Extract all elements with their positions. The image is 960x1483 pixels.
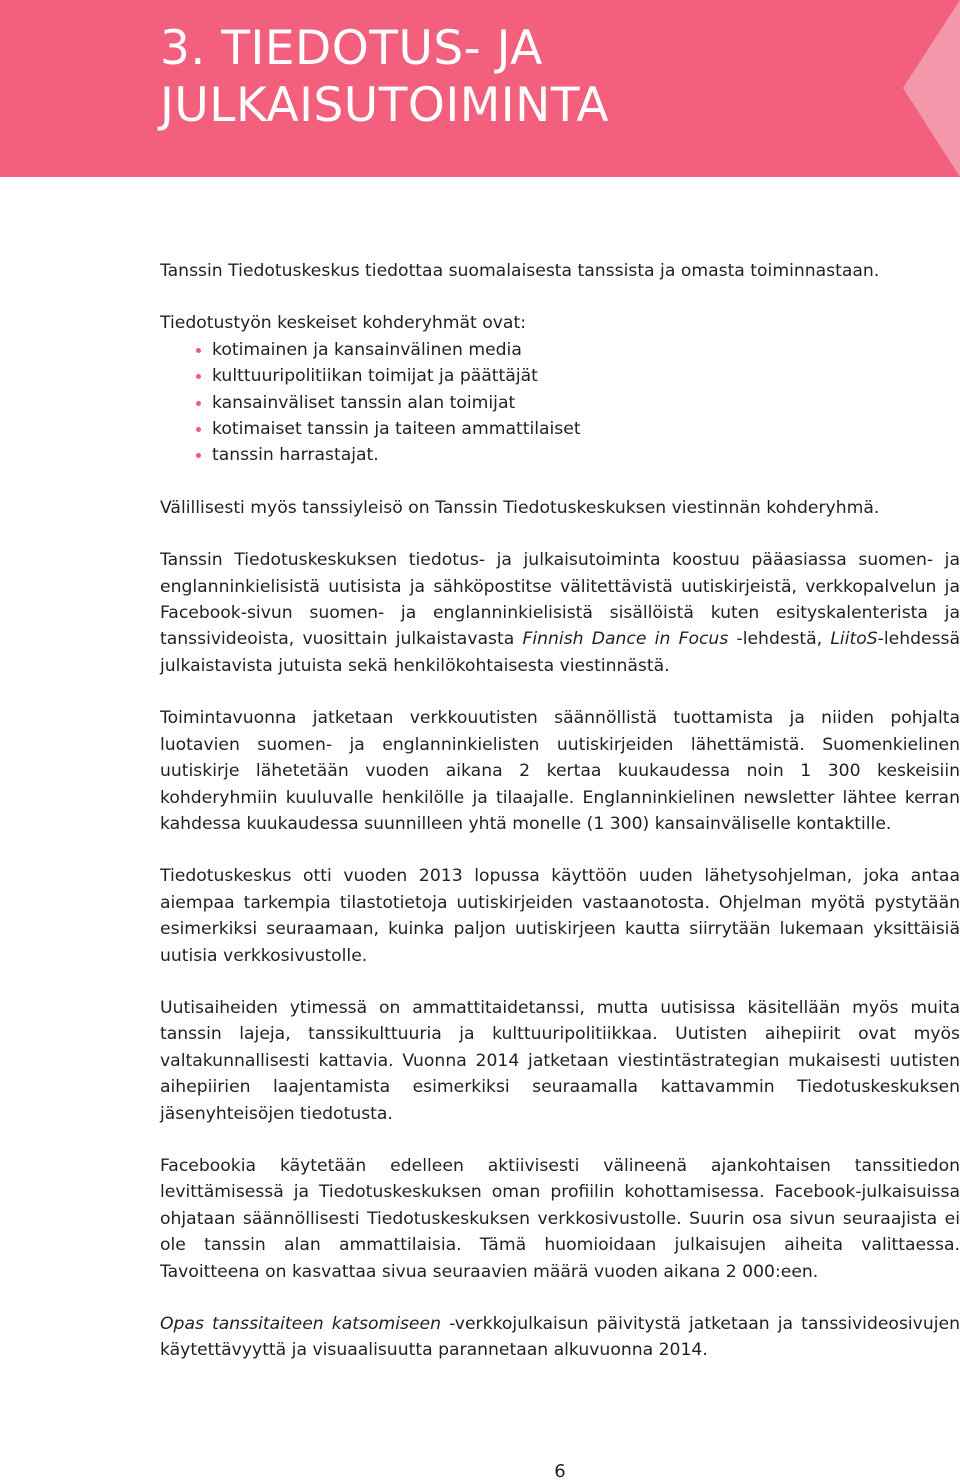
- list-item-text: tanssin harrastajat.: [212, 445, 379, 466]
- guide-title: Opas tanssitaiteen katsomiseen: [160, 1314, 441, 1334]
- bullet-icon: [196, 401, 201, 406]
- list-item-text: kansainväliset tanssin alan toimijat: [212, 392, 516, 413]
- publishing-text-a: Tanssin Tiedotuskeskuksen tiedotus- ja julkaisutoiminta koostuu pääasiassa suomen- ja englanninkielisistä uutisista ja sähköpostitse välitettävistä uutiskirjeistä, verkkopalvelun ja Facebook-sivun suomen- ja englanninkielisistä sisällöistä kuten esityskalenterista ja tanssivideoista, vuosittain julkaistavasta: [160, 550, 960, 650]
- target-groups-lead: Tiedotustyön keskeiset kohderyhmät ovat:: [160, 313, 526, 334]
- chapter-title-line-1: 3. TIEDOTUS- JA: [160, 21, 543, 76]
- list-item: [212, 390, 960, 416]
- list-item: [212, 442, 960, 468]
- publishing-text-c: -lehdessä julkaistavista jutuista sekä henkilökohtaisesta viestinnästä.: [160, 629, 960, 676]
- chapter-banner: [0, 0, 960, 177]
- list-item: [212, 416, 960, 442]
- liitos-title: LiitoS: [830, 629, 878, 650]
- intro-paragraph: Tanssin Tiedotuskeskus tiedottaa suomalaisesta tanssista ja omasta toiminnastaan.: [160, 261, 880, 281]
- publishing-paragraph: [160, 547, 960, 679]
- bullet-icon: [196, 348, 201, 353]
- guide-paragraph: [160, 1311, 960, 1364]
- mailing-software-paragraph: Tiedotuskeskus otti vuoden 2013 lopussa käyttöön uuden lähetysohjelman, joka antaa aiempaa tarkempia tilastotietoja uutiskirjeiden vastaanotosta. Ohjelman myötä pystytään esimerkiksi seuraamaan, kuinka paljon uutiskirjeen kautta siirrytään lukemaan yksittäisiä uutisia verkkosivustolle.: [160, 866, 960, 966]
- list-item-text: kotimaiset tanssin ja taiteen ammattilaiset: [212, 419, 581, 440]
- news-topics-paragraph: Uutisaiheiden ytimessä on ammattitaidetanssi, mutta uutisissa käsitellään myös muita tanssin lajeja, tanssikulttuuria ja kulttuuripolitiikkaa. Uutisten aihepiirit ovat myös valtakunnallisesti kattavia. Vuonna 2014 jatketaan viestintästrategian mukaisesti uutisten aihepiirien laajentamista esimerkiksi seuraamalla kattavammin Tiedotuskeskuksen jäsenyhteisöjen tiedotusta.: [160, 997, 960, 1124]
- publishing-text-b: -lehdestä,: [728, 629, 831, 650]
- bullet-icon: [196, 427, 201, 432]
- list-item: [212, 363, 960, 389]
- chapter-title-line-2: JULKAISUTOIMINTA: [160, 78, 610, 133]
- list-item-text: kotimainen ja kansainvälinen media: [212, 339, 522, 360]
- target-groups-list: [160, 337, 960, 469]
- facebook-paragraph: Facebookia käytetään edelleen aktiivisesti välineenä ajankohtaisen tanssitiedon levittämisessä ja Tiedotuskeskuksen oman profiilin kohottamisessa. Facebook-julkaisuissa ohjataan säännöllisesti Tiedotuskeskuksen verkkosivustolle. Suurin osa sivun seuraajista ei ole tanssin alan ammattilaisia. Tämä huomioidaan julkaisujen aiheita valittaessa. Tavoitteena on kasvattaa sivua seuraavien määrä vuoden aikana 2 000:een.: [160, 1155, 960, 1282]
- guide-text: -verkkojulkaisun päivitystä jatketaan ja tanssivideosivujen käytettävyyttä ja visuaalisuutta parannetaan alkuvuonna 2014.: [160, 1314, 960, 1361]
- newsletter-paragraph: Toimintavuonna jatketaan verkkouutisten säännöllistä tuottamista ja niiden pohjalta luotavien suomen- ja englanninkielisten uutiskirjeiden lähettämistä. Suomenkielinen uutiskirje lähetetään vuoden aikana 2 kertaa kuukaudessa noin 1 300 keskeisiin kohderyhmiin kuuluvalle henkilölle ja tilaajalle. Englanninkielinen newsletter lähtee kerran kahdessa kuukaudessa suunnilleen yhtä monelle (1 300) kansainväliselle kontaktille.: [160, 708, 960, 834]
- finnish-dance-in-focus-title: Finnish Dance in Focus: [522, 629, 729, 650]
- list-item: [212, 337, 960, 363]
- body-text: [160, 258, 960, 1364]
- list-item-text: kulttuuripolitiikan toimijat ja päättäjät: [212, 366, 538, 387]
- bullet-icon: [196, 453, 201, 458]
- secondary-audience-paragraph: Välillisesti myös tanssiyleisö on Tanssin Tiedotuskeskuksen viestinnän kohderyhmä.: [160, 497, 880, 518]
- page-number: 6: [554, 1461, 566, 1482]
- chapter-title: [160, 20, 609, 134]
- bullet-icon: [196, 374, 201, 379]
